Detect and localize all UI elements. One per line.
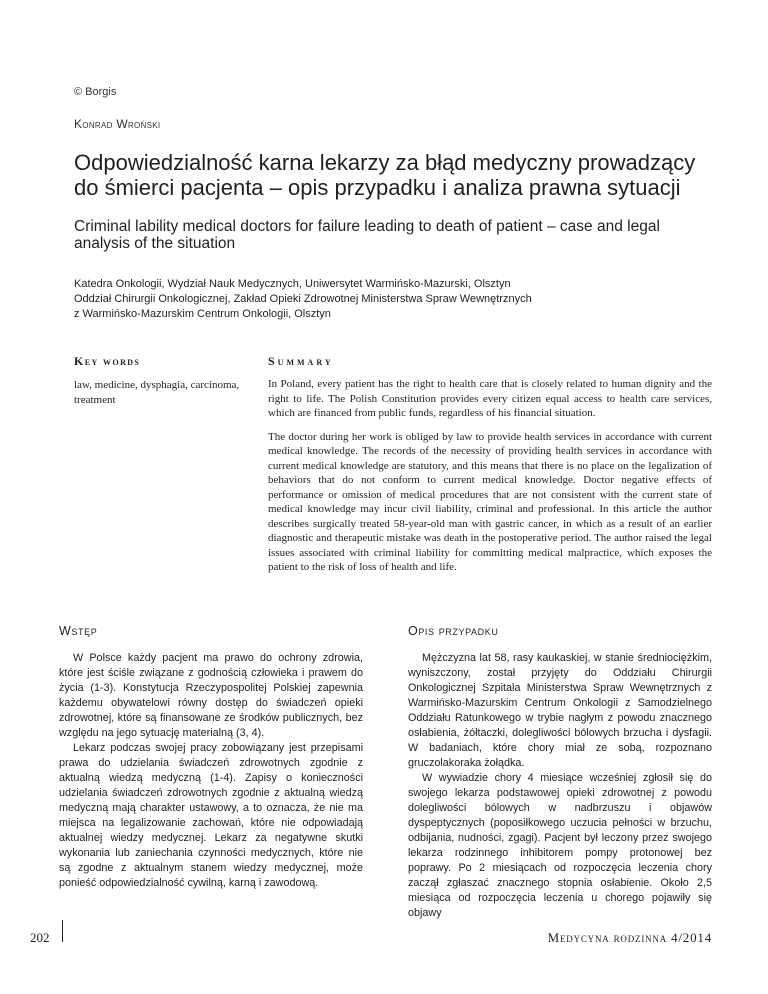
affiliation-line: Oddział Chirurgii Onkologicznej, Zakład Opieki Zdrowotnej Ministerstwa Spraw Wewnętrznych — [74, 293, 532, 305]
journal-name: Medycyna rodzinna 4/2014 — [547, 930, 712, 945]
article-subtitle: Criminal lability medical doctors for failure leading to death of patient – case and legal analysis of the situation — [74, 218, 660, 252]
summary-paragraph: The doctor during her work is obliged by law to provide health services in accordance with current medical knowledge. The records of the necessity of providing health services in accordance with current medical knowledge are statutory, and this means that there is no place on the legalization of behaviors that do not conform to current medical knowledge. Doctor negative effects of performance or omission of medical procedures that are not consistent with the current state of medical knowledge may incur civil liability, criminal and professional. In this article the author describes surgically treated 58-year-old man with gastric cancer, in which as a result of an earlier diagnostic and therapeutic mistake was death in the postoperative period. The author raised the legal issues associated with criminal liability for committing medical malpractice, which exposes the patient to the risk of loss of health and life. — [268, 430, 712, 573]
intro-paragraph: W Polsce każdy pacjent ma prawo do ochrony zdrowia, które jest ściśle związane z godnością człowieka i prawem do życia (1-3). Konstytucja Rzeczypospolitej Polskiej zapewnia każdemu obywatelowi równy dostęp do świadczeń opieki zdrowotnej, które są finansowane ze środków publicznych, bez względu na jego sytuację materialną (3, 4). — [59, 652, 363, 739]
page-divider — [62, 920, 63, 942]
affiliation-line: z Warmińsko-Mazurskim Centrum Onkologii, Olsztyn — [74, 308, 331, 320]
case-heading: Opis przypadku — [408, 624, 499, 638]
summary-paragraph: In Poland, every patient has the right to health care that is closely related to human dignity and the right to life. The Polish Constitution provides every citizen equal access to health care services, which are financed from public funds, regardless of his financial situation. — [268, 378, 712, 419]
author-name: Konrad Wroński — [74, 117, 161, 131]
summary-heading: Summary — [268, 354, 334, 368]
article-title: Odpowiedzialność karna lekarzy za błąd medyczny prowadzący do śmierci pacjenta – opis przypadku i analiza prawna sytuacji — [74, 150, 696, 200]
affiliation-line: Katedra Onkologii, Wydział Nauk Medycznych, Uniwersytet Warmińsko-Mazurski, Olsztyn — [74, 278, 511, 290]
summary-body — [268, 377, 712, 584]
case-column — [408, 651, 712, 921]
case-paragraph: Mężczyzna lat 58, rasy kaukaskiej, w stanie średniociężkim, wyniszczony, został przyjęty do Oddziału Chirurgii Onkologicznej Szpitala Ministerstwa Spraw Wewnętrznych z Warmińsko-Mazurskim Centrum Onkologii z Samodzielnego Oddziału Ratunkowego w trybie nagłym z powodu znacznego osłabienia, żółtaczki, dolegliwości bólowych brzucha i dysfagii. W badaniach, które chory miał ze sobą, rozpoznano gruczolakoraka żołądka. — [408, 652, 712, 769]
intro-column — [59, 651, 363, 891]
intro-heading: Wstęp — [59, 624, 98, 638]
case-paragraph: W wywiadzie chory 4 miesiące wcześniej zgłosił się do swojego lekarza podstawowej opieki zdrowotnej z powodu dolegliwości bólowych w nadbrzuszu i objawów dyspeptycznych (poposiłkowego uczucia pełności w brzuchu, odbijania, nudności, zgagi). Pacjent był leczony przez swojego lekarza rodzinnego inhibitorem pompy protonowej bez poprawy. Po 2 miesiącach od rozpoczęcia leczenia chory zaczął zgłaszać znacznego stopnia osłabienie. Około 2,5 miesiąca od rozpoczęcia leczenia u chorego pojawiły się objawy — [408, 772, 712, 919]
copyright-notice: © Borgis — [74, 86, 117, 98]
page-number: 202 — [30, 930, 50, 945]
keywords-heading: Key words — [74, 354, 141, 368]
intro-paragraph: Lekarz podczas swojej pracy zobowiązany jest przepisami prawa do udzielania świadczeń zdrowotnych zgodnie z aktualną wiedzą medyczną (1-4). Zapisy o konieczności udzielania świadczeń zdrowotnych zgodnie z aktualną wiedzą medyczną mają charakter ustawowy, a to oznacza, że nie ma miejsca na legalizowanie zachowań, które nie odpowiadają aktualnej wiedzy medycznej. Lekarz za negatywne skutki wykonania lub zaniechania czynności medycznych, które nie są zgodne z aktualnym stanem wiedzy medycznej, może ponieść odpowiedzialność cywilną, karną i zawodową. — [59, 742, 363, 889]
affiliation — [74, 277, 714, 322]
keywords-text: law, medicine, dysphagia, carcinoma, treatment — [74, 379, 240, 406]
